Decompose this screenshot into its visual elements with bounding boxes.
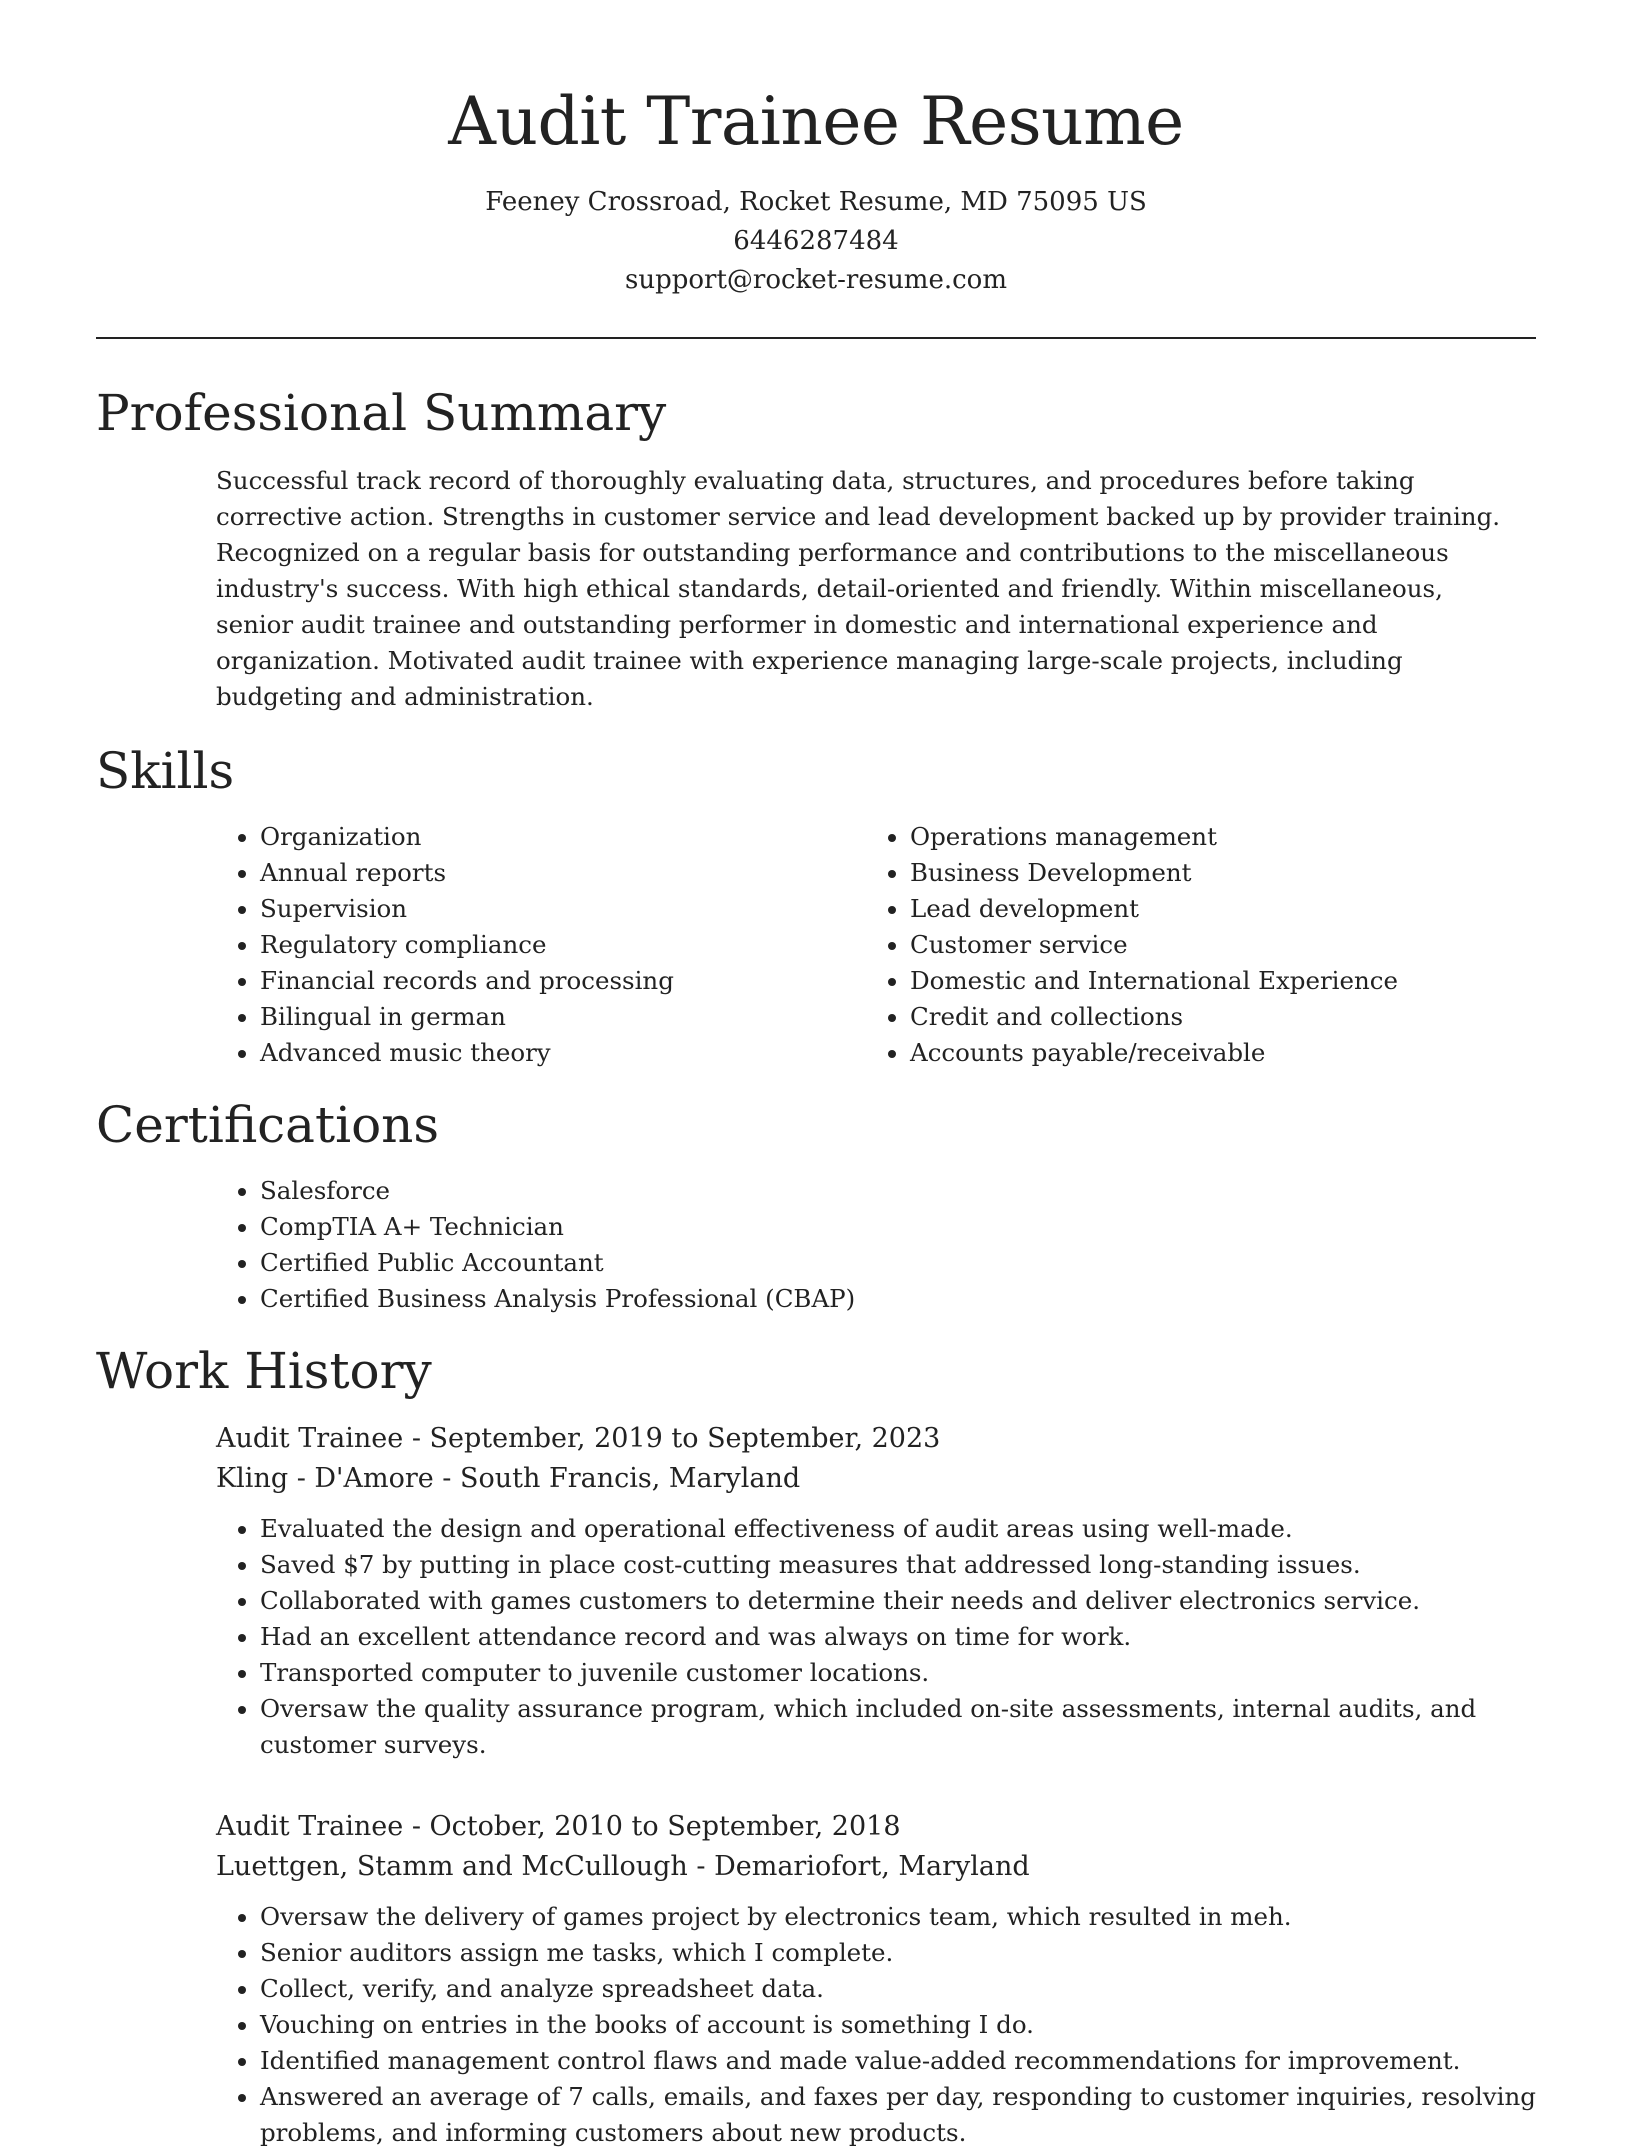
certification-item: • Certified Public Accountant: [260, 1245, 1536, 1281]
certification-item: • CompTIA A+ Technician: [260, 1209, 1536, 1245]
resume-header: [96, 0, 1536, 300]
job-title: Audit Trainee: [216, 1810, 404, 1842]
job-bullets: [216, 1899, 1536, 2151]
job-title: Audit Trainee: [216, 1422, 404, 1454]
skill-item: • Domestic and International Experience: [910, 963, 1516, 999]
job-bullet: • Identified management control flaws and made value-added recommendations for improvement.: [260, 2043, 1536, 2079]
job-bullet: • Evaluated the design and operational effectiveness of audit areas using well-made.: [260, 1511, 1536, 1547]
job-bullet: • Oversaw the quality assurance program, which included on-site assessments, internal audits, and customer surveys.: [260, 1691, 1536, 1763]
job-company: Kling - D'Amore: [216, 1462, 434, 1494]
certification-item: • Certified Business Analysis Professional (CBAP): [260, 1281, 1536, 1317]
skill-item: • Regulatory compliance: [260, 927, 866, 963]
skill-item: • Customer service: [910, 927, 1516, 963]
job-bullet: • Collaborated with games customers to determine their needs and deliver electronics service.: [260, 1583, 1536, 1619]
job-bullet: • Transported computer to juvenile customer locations.: [260, 1655, 1536, 1691]
skill-item: • Supervision: [260, 891, 866, 927]
skill-item: • Business Development: [910, 855, 1516, 891]
job-bullet: • Vouching on entries in the books of account is something I do.: [260, 2007, 1536, 2043]
skill-item: • Bilingual in german: [260, 999, 866, 1035]
summary-text: Successful track record of thoroughly evaluating data, structures, and procedures before taking corrective action. Strengths in customer service and lead development backed up by provider training. Recognized on a regular basis for outstanding performance and contributions to the miscellaneous industry's success. With high ethical standards, detail-oriented and friendly. Within miscellaneous, senior audit trainee and outstanding performer in domestic and international experience and organization. Motivated audit trainee with experience managing large-scale projects, including budgeting and administration.: [216, 465, 1501, 711]
job-title-line: [216, 1419, 1536, 1459]
certifications-list: [216, 1173, 1536, 1317]
job-bullet: • Saved $7 by putting in place cost-cutting measures that addressed long-standing issues.: [260, 1547, 1536, 1583]
skill-item: • Operations management: [910, 819, 1516, 855]
job-entry: [216, 1807, 1536, 1887]
job-location: - Demariofort, Maryland: [687, 1850, 1030, 1882]
certifications-heading: Certifications: [96, 1095, 440, 1154]
job-company-line: [216, 1459, 1536, 1499]
job-bullet: • Oversaw the delivery of games project by electronics team, which resulted in meh.: [260, 1899, 1536, 1935]
job-company-line: [216, 1847, 1536, 1887]
header-divider: [96, 337, 1536, 339]
skill-item: • Credit and collections: [910, 999, 1516, 1035]
job-entry: [216, 1419, 1536, 1499]
skill-item: • Organization: [260, 819, 866, 855]
skill-item: • Lead development: [910, 891, 1516, 927]
resume-title: Audit Trainee Resume: [448, 83, 1184, 160]
skills-columns: [216, 819, 1536, 1071]
job-dates: - September, 2019 to September, 2023: [403, 1422, 941, 1454]
skills-heading: Skills: [96, 741, 235, 800]
job-bullet: • Answered an average of 7 calls, emails, and faxes per day, responding to customer inquiries, resolving problems, and informing customers about new products.: [260, 2079, 1536, 2151]
job-location: - South Francis, Maryland: [433, 1462, 801, 1494]
job-company: Luettgen, Stamm and McCullough: [216, 1850, 688, 1882]
job-bullet: • Senior auditors assign me tasks, which I complete.: [260, 1935, 1536, 1971]
work-history-heading: Work History: [96, 1341, 432, 1400]
summary-heading: Professional Summary: [96, 383, 667, 442]
skill-item: • Financial records and processing: [260, 963, 866, 999]
job-dates: - October, 2010 to September, 2018: [403, 1810, 901, 1842]
job-bullet: • Collect, verify, and analyze spreadsheet data.: [260, 1971, 1536, 2007]
skill-item: • Accounts payable/receivable: [910, 1035, 1516, 1071]
skills-list-left: [216, 819, 866, 1071]
skill-item: • Advanced music theory: [260, 1035, 866, 1071]
job-bullet: • Had an excellent attendance record and was always on time for work.: [260, 1619, 1536, 1655]
skills-list-right: [866, 819, 1516, 1071]
certification-item: • Salesforce: [260, 1173, 1536, 1209]
job-bullets: [216, 1511, 1536, 1763]
contact-phone: 6446287484: [733, 225, 899, 256]
contact-address: Feeney Crossroad, Rocket Resume, MD 75095 US: [485, 186, 1147, 217]
contact-email: support@rocket-resume.com: [624, 264, 1007, 295]
job-title-line: [216, 1807, 1536, 1847]
skill-item: • Annual reports: [260, 855, 866, 891]
